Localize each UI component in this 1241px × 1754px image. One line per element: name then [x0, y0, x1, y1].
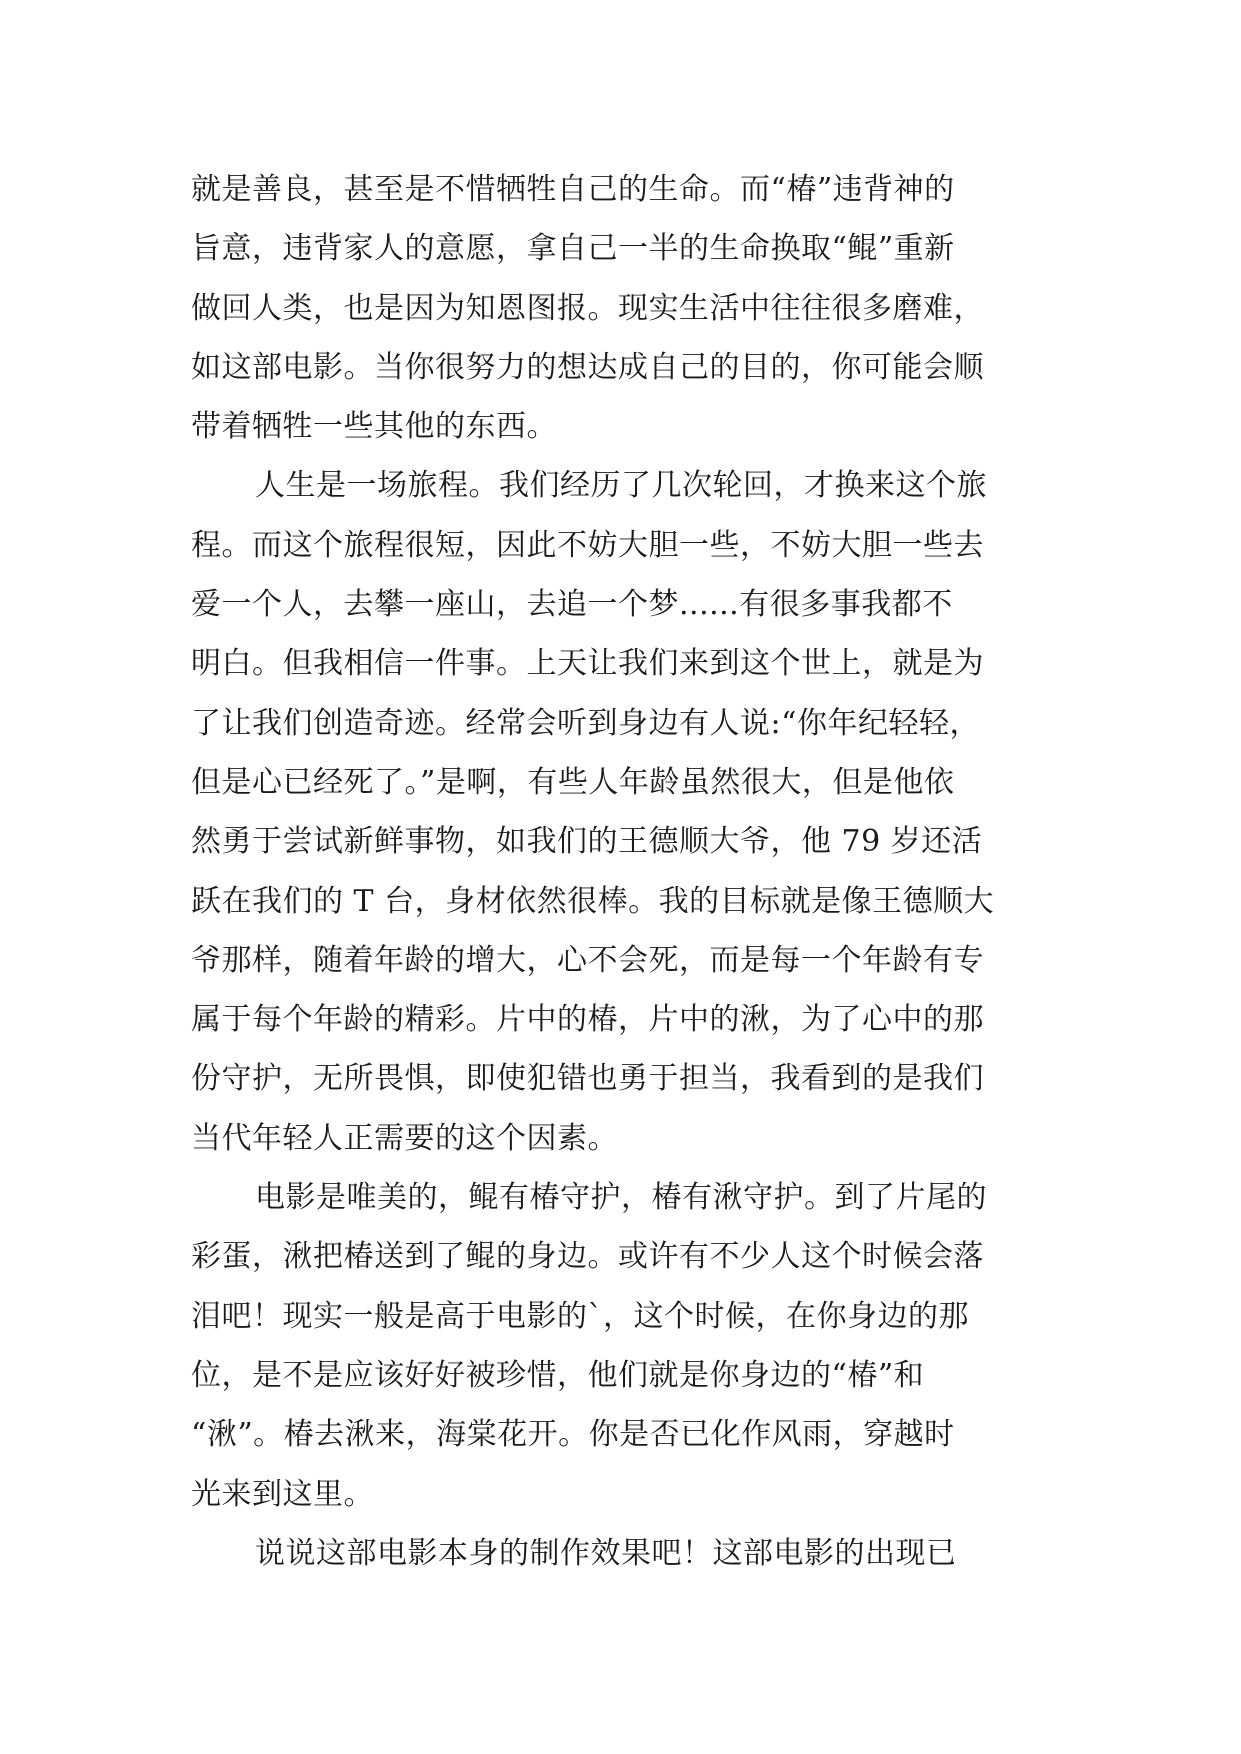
- text-line: 然勇于尝试新鲜事物，如我们的王德顺大爷，他 79 岁还活: [191, 824, 983, 860]
- text-line: 光来到这里。: [191, 1476, 374, 1512]
- text-line: 旨意，违背家人的意愿，拿自己一半的生命换取“鲲”重新: [191, 231, 955, 267]
- text-line: 属于每个年龄的精彩。片中的椿，片中的湫，为了心中的那: [191, 1002, 984, 1038]
- text-line: 了让我们创造奇迹。经常会听到身边有人说:“你年纪轻轻，: [191, 705, 980, 741]
- text-line: 爱一个人，去攀一座山，去追一个梦......有很多事我都不: [191, 587, 953, 623]
- paragraph-start-line: 说说这部电影本身的制作效果吧！这部电影的出现已: [255, 1535, 957, 1571]
- text-line: 爷那样，随着年龄的增大，心不会死，而是每一个年龄有专: [191, 942, 984, 978]
- text-line: 明白。但我相信一件事。上天让我们来到这个世上，就是为: [191, 646, 984, 682]
- text-line: 跃在我们的 T 台，身材依然很棒。我的目标就是像王德顺大: [191, 883, 995, 919]
- text-line: 彩蛋，湫把椿送到了鲲的身边。或许有不少人这个时候会落: [191, 1239, 984, 1275]
- text-line: 带着牺牲一些其他的东西。: [191, 409, 557, 445]
- text-line: 就是善良，甚至是不惜牺牲自己的生命。而“椿”违背神的: [191, 172, 955, 207]
- paragraph-start-line: 人生是一场旅程。我们经历了几次轮回，才换来这个旅: [255, 468, 987, 504]
- text-line: 程。而这个旅程很短，因此不妨大胆一些，不妨大胆一些去: [191, 527, 984, 563]
- text-line: 当代年轻人正需要的这个因素。: [191, 1120, 618, 1156]
- text-line: 但是心已经死了。”是啊，有些人年龄虽然很大，但是他依: [191, 764, 955, 800]
- text-line: 份守护，无所畏惧，即使犯错也勇于担当，我看到的是我们: [191, 1061, 984, 1097]
- text-line: 泪吧！现实一般是高于电影的`，这个时候，在你身边的那: [191, 1298, 969, 1334]
- text-line: 位，是不是应该好好被珍惜，他们就是你身边的“椿”和: [191, 1357, 925, 1393]
- text-line: “湫”。椿去湫来，海棠花开。你是否已化作风雨，穿越时: [191, 1417, 955, 1453]
- text-line: 做回人类，也是因为知恩图报。现实生活中往往很多磨难，: [191, 290, 984, 326]
- text-line: 如这部电影。当你很努力的想达成自己的目的，你可能会顺: [191, 349, 984, 385]
- paragraph-start-line: 电影是唯美的，鲲有椿守护，椿有湫守护。到了片尾的: [255, 1180, 987, 1216]
- document-body: [191, 160, 1071, 1583]
